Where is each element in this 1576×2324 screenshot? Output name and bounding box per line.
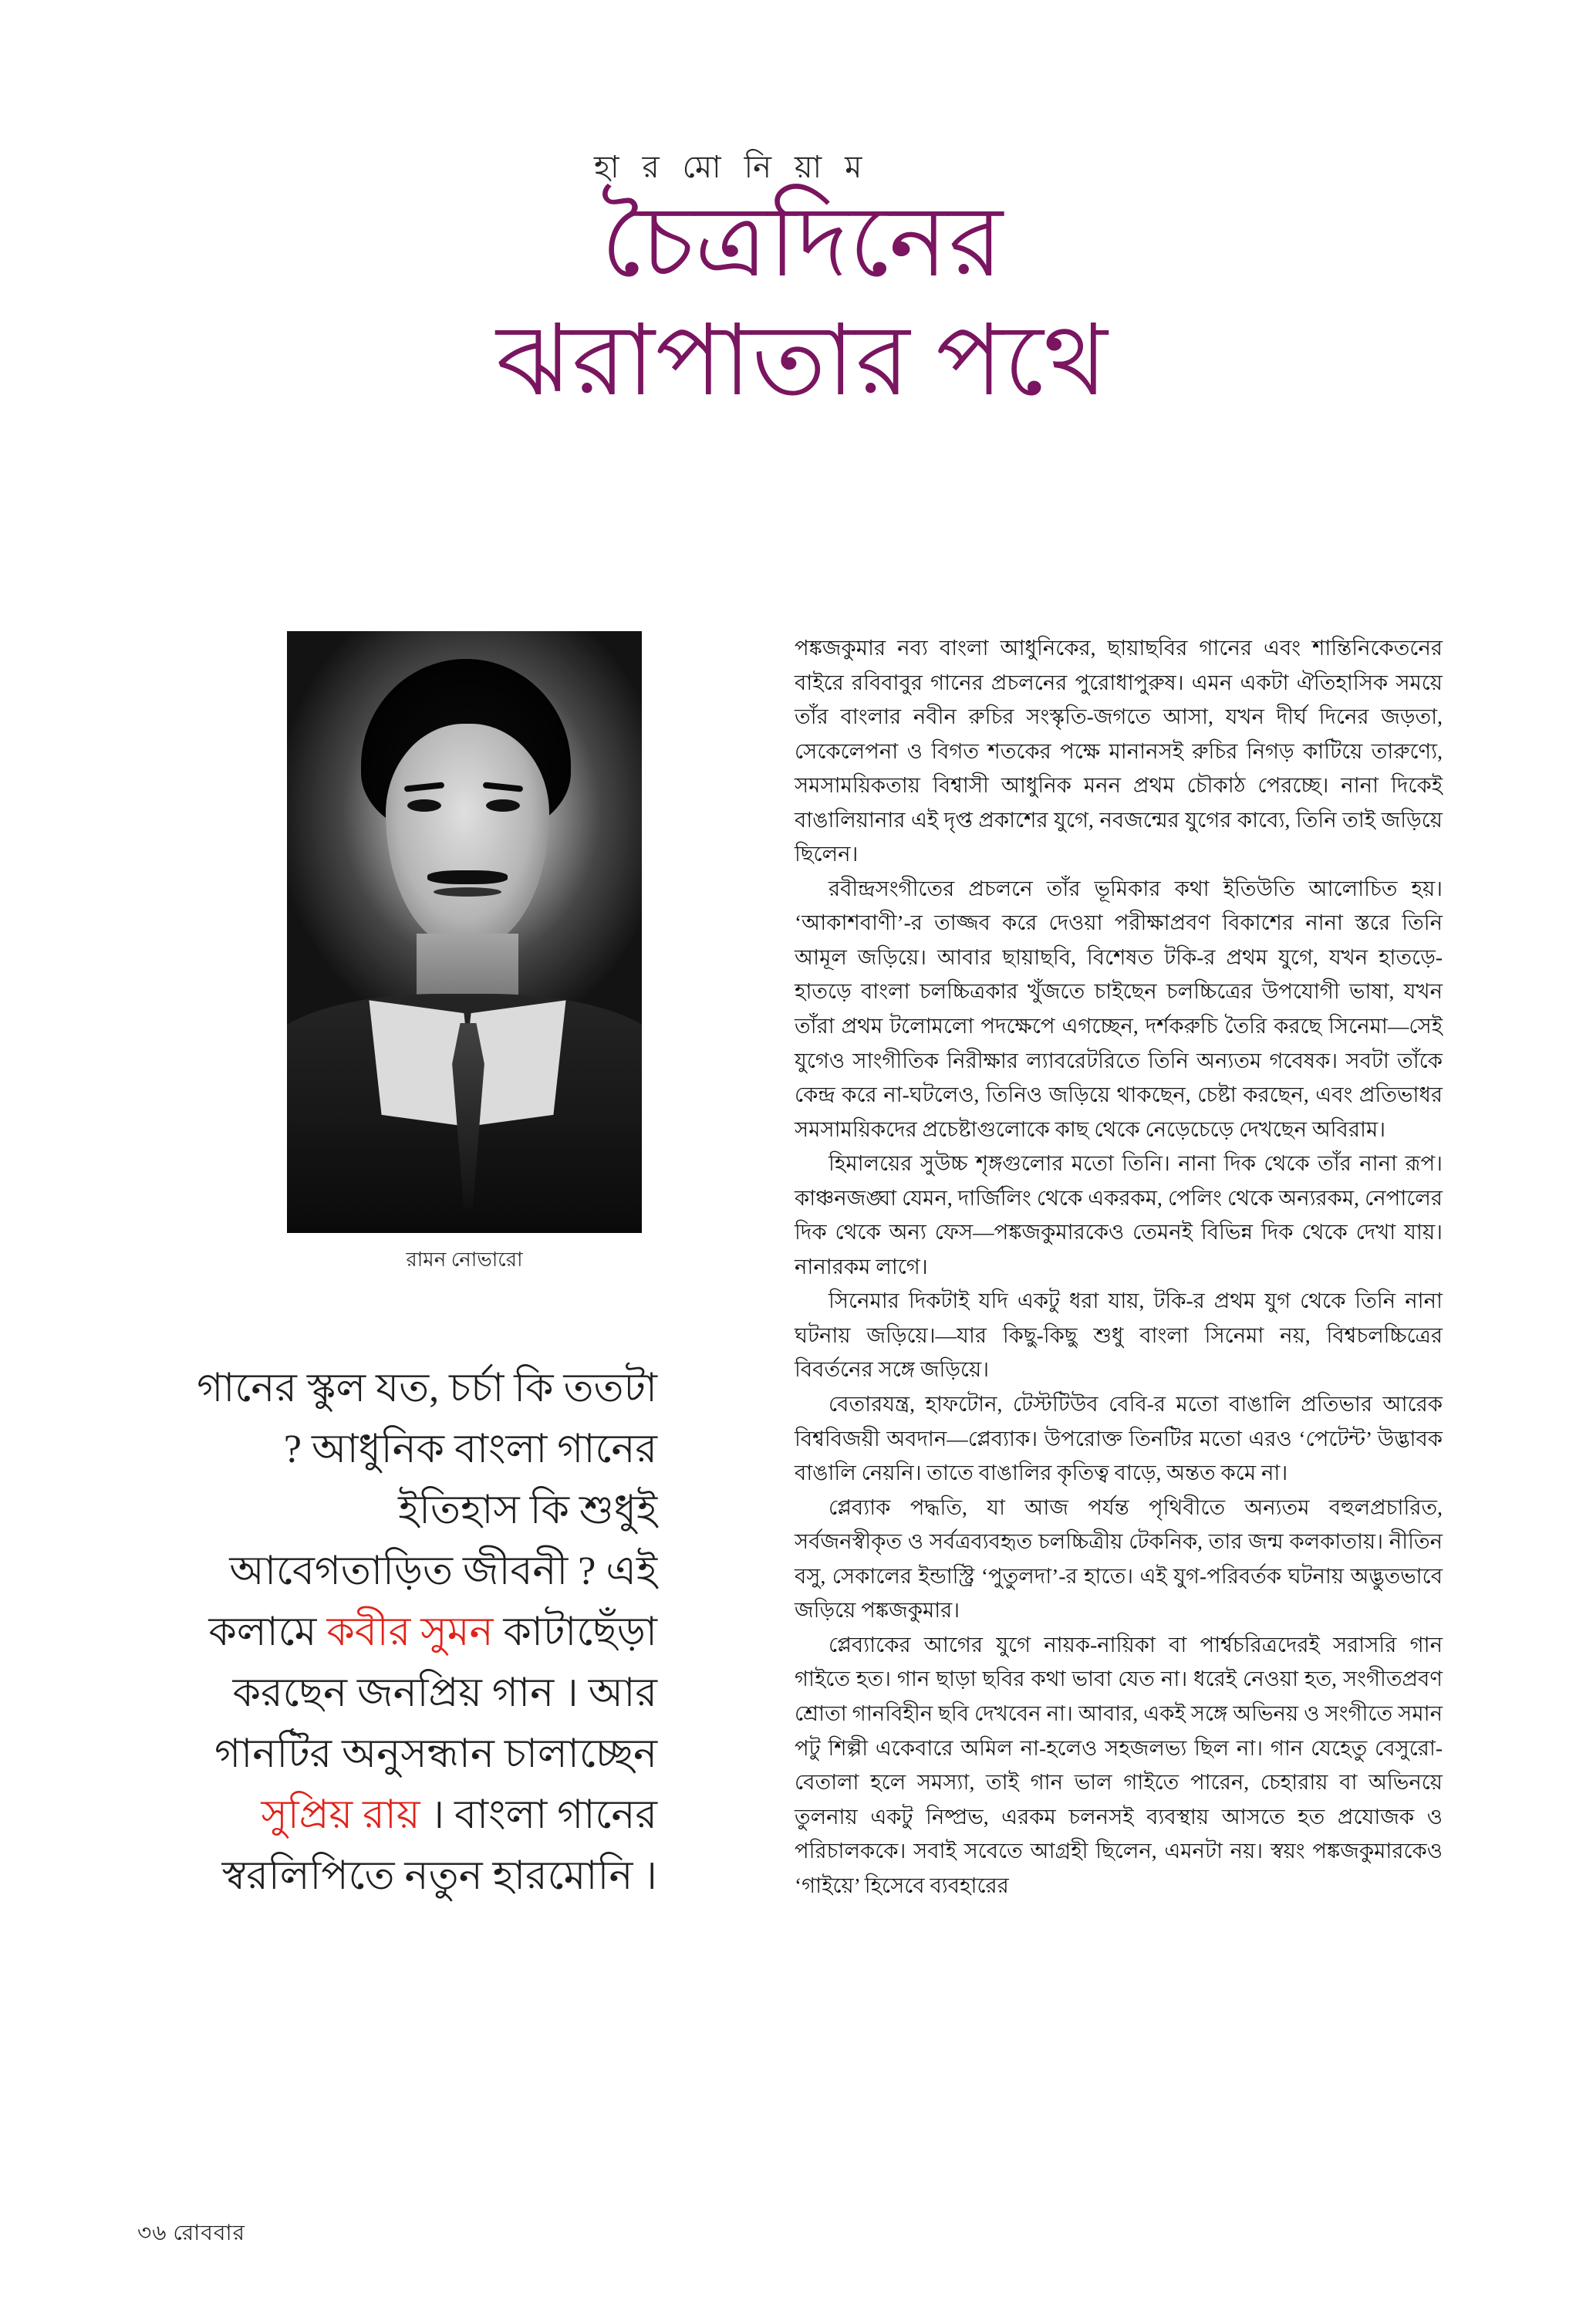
standfirst-part-3: । বাংলা গানের স্বরলিপিতে নতুন হারমোনি । — [221, 1793, 657, 1899]
standfirst-text — [179, 1358, 657, 1907]
headline-line-2: ঝরাপাতার পথে — [496, 306, 1109, 416]
standfirst-highlight-author: কবীর সুমন — [326, 1610, 494, 1655]
portrait-mouth — [434, 887, 501, 897]
portrait-photograph — [287, 631, 642, 1233]
body-paragraph: পঙ্কজকুমার নব্য বাংলা আধুনিকের, ছায়াছবির গানের এবং শান্তিনিকেতনের বাইরে রবিবাবুর গানের প্রচলনের পুরোধাপুরুষ। এমন একটা ঐতিহাসিক সময়ে তাঁর বাংলার নবীন রুচির সংস্কৃতি-জগতে আসা, যখন দীর্ঘ দিনের জড়তা, সেকেলেপনা ও বিগত শতকের পক্ষে মানানসই রুচির নিগড় কাটিয়ে তারুণ্যে, সমসাময়িকতায় বিশ্বাসী আধুনিক মনন প্রথম চৌকাঠ পেরচ্ছে। নানা দিকেই বাঙালিয়ানার এই দৃপ্ত প্রকাশের যুগে, নবজন্মের যুগের কাব্যে, তিনি তাই জড়িয়ে ছিলেন। — [795, 636, 1443, 866]
article-body-column — [795, 631, 1443, 1903]
article-kicker: হা র মো নি য়া ম — [594, 150, 870, 184]
page-folio: ৩৬ রোববার — [137, 2221, 245, 2245]
portrait-moustache — [427, 870, 508, 884]
photo-figure — [287, 631, 642, 1278]
body-paragraph: প্লেব্যাকের আগের যুগে নায়ক-নায়িকা বা পার্শ্বচরিত্রদেরই সরাসরি গান গাইতে হত। গান ছাড়া ছবির কথা ভাবা যেত না। ধরেই নেওয়া হত, সংগীতপ্রবণ শ্রোতা গানবিহীন ছবি দেখবেন না। আবার, একই সঙ্গে অভিনয় ও সংগীতে সমান পটু শিল্পী একেবারে অমিল না-হলেও সহজলভ্য ছিল না। গান যেহেতু বেসুরো-বেতালা হলে সমস্যা, তাই গান ভাল গাইতে পারেন, চেহারায় বা অভিনয়ে তুলনায় একটু নিষ্প্রভ, এরকম চলনসই ব্যবস্থায় আসতে হত প্রযোজক ও পরিচালককে। সবাই সবেতে আগ্রহী ছিলেন, এমনটা নয়। স্বয়ং পঙ্কজকুমারকেও ‘গাইয়ে’ হিসেবে ব্যবহারের — [795, 1632, 1443, 1897]
body-paragraph: রবীন্দ্রসংগীতের প্রচলনে তাঁর ভূমিকার কথা ইতিউতি আলোচিত হয়। ‘আকাশবাণী’-র তাজ্জব করে দেওয়া পরীক্ষাপ্রবণ বিকাশের নানা স্তরে তিনি আমূল জড়িয়ে। আবার ছায়াছবি, বিশেষত টকি-র প্রথম যুগে, যখন হাতড়ে-হাতড়ে বাংলা চলচ্চিত্রকার খুঁজতে চাইছেন চলচ্চিত্রের উপযোগী ভাষা, যখন তাঁরা প্রথম টলোমলো পদক্ষেপে এগচ্ছেন, দর্শকরুচি তৈরি করছে সিনেমা—সেই যুগেও সাংগীতিক নিরীক্ষার ল্যাবরেটরিতে তিনি অন্যতম গবেষক। সবটা তাঁকে কেন্দ্র করে না-ঘটলেও, তিনিও জড়িয়ে থাকছেন, চেষ্টা করছেন, এবং প্রতিভাধর সমসাময়িকদের প্রচেষ্টাগুলোকে কাছ থেকে নেড়েচেড়ে দেখছেন অবিরাম। — [795, 876, 1443, 1141]
headline-line-1: চৈত্রদিনের — [601, 187, 1004, 297]
portrait-face — [386, 724, 549, 948]
standfirst-highlight-researcher: সুপ্রিয় রায় — [261, 1793, 420, 1838]
standfirst-part-2: কাটাছেঁড়া করছেন জনপ্রিয় গান । আর গানটির অনুসন্ধান চালাচ্ছেন — [214, 1610, 657, 1777]
body-paragraph: বেতারযন্ত্র, হাফটোন, টেস্টটিউব বেবি-র মতো বাঙালি প্রতিভার আরেক বিশ্ববিজয়ী অবদান—প্লেব্যাক। উপরোক্ত তিনটির মতো এরও ‘পেটেন্ট’ উদ্ভাবক বাঙালি নেয়নি। তাতে বাঙালির কৃতিত্ব বাড়ে, অন্তত কমে না। — [795, 1392, 1443, 1485]
portrait-eye-left — [407, 799, 441, 812]
body-paragraph: সিনেমার দিকটাই যদি একটু ধরা যায়, টকি-র প্রথম যুগ থেকে তিনি নানা ঘটনায় জড়িয়ে।—যার কিছু-কিছু শুধু বাংলা সিনেমা নয়, বিশ্বচলচ্চিত্রের বিবর্তনের সঙ্গে জড়িয়ে। — [795, 1289, 1443, 1382]
page-title — [332, 187, 1273, 416]
portrait-eye-right — [486, 799, 520, 812]
photo-caption: রামন নোভারো — [406, 1248, 523, 1271]
body-paragraph: হিমালয়ের সুউচ্চ শৃঙ্গগুলোর মতো তিনি। নানা দিক থেকে তাঁর নানা রূপ। কাঞ্চনজঙ্ঘা যেমন, দার্জিলিং থেকে একরকম, পেলিং থেকে অন্যরকম, নেপালের দিক থেকে অন্য ফেস—পঙ্কজকুমারকেও তেমনই বিভিন্ন দিক থেকে দেখা যায়। নানারকম লাগে। — [795, 1151, 1443, 1279]
standfirst-part-1: গানের স্কুল যত, চর্চা কি ততটা ? আধুনিক বাংলা গানের ইতিহাস কি শুধুই আবেগতাড়িত জীবনী ? এই কলামে — [197, 1366, 657, 1655]
body-paragraph: প্লেব্যাক পদ্ধতি, যা আজ পর্যন্ত পৃথিবীতে অন্যতম বহুলপ্রচারিত, সর্বজনস্বীকৃত ও সর্বত্রব্যবহৃত চলচ্চিত্রীয় টেকনিক, তার জন্ম কলকাতায়। নীতিন বসু, সেকালের ইন্ডাস্ট্রি ‘পুতুলদা’-র হাতে। এই যুগ-পরিবর্তক ঘটনায় অদ্ভুতভাবে জড়িয়ে পঙ্কজকুমার। — [795, 1495, 1443, 1623]
